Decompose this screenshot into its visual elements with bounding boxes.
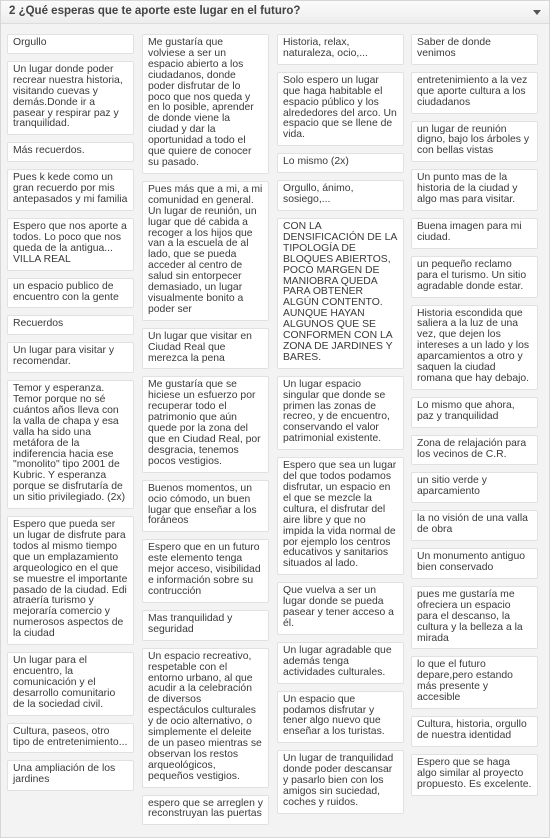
answer-card: Espero que nos aporte a todos. Lo poco que nos queda de la antigua... VILLA REAL — [7, 218, 134, 271]
answer-card: Me gustaría que volviese a ser un espacio abierto a los ciudadanos, donde poder disfrutar de lo poco que nos queda y en lo posible, aprender de donde viene la ciudad y dar la oportunidad a todo el que quiere de conocer su pasado. — [142, 34, 269, 174]
answer-card: Saber de donde venimos — [411, 34, 538, 65]
answer-card: Un punto mas de la historia de la ciudad y algo mas para visitar. — [411, 169, 538, 211]
answer-card: lo que el futuro depare,pero estando más presente y accesible — [411, 656, 538, 709]
answers-column-3 — [277, 34, 404, 821]
answer-card: Un lugar donde poder recrear nuestra historia, visitando cuevas y demás.Donde ir a pasear y respirar paz y tranquilidad. — [7, 61, 134, 135]
answers-column-2 — [142, 34, 269, 832]
answer-card: Un lugar para visitar y recomendar. — [7, 342, 134, 373]
answer-card: Un espacio que podamos disfrutar y tener algo nuevo que enseñar a los turistas. — [277, 691, 404, 744]
answer-card: Un espacio recreativo, respetable con el entorno urbano, al que acudir a la celebración de diversos espectáculos culturales y de ocio alternativo, o simplemente el deleite de un paseo mientras se observan los restos arqueológicos, pequeños vestigios. — [142, 648, 269, 788]
answer-card: Pues más que a mi, a mi comunidad en general. Un lugar de reunión, un lugar que dé cabida a recoger a los hijos que van a la escuela de al lado, que se pueda acceder al centro de salud sin entorpecer demasiado, un lugar visualmente bonito a poder ser — [142, 181, 269, 321]
question-title: 2 ¿Qué esperas que te aporte este lugar en el futuro? — [9, 5, 301, 17]
answer-card: un sitio verde y aparcamiento — [411, 472, 538, 503]
answer-card: Un lugar de tranquilidad donde poder descansar y pasarlo bien con los amigos sin suciedad, coches y ruidos. — [277, 750, 404, 814]
answer-card: Orgullo, ánimo, sosiego,... — [277, 180, 404, 211]
answer-card: Más recuerdos. — [7, 142, 134, 162]
answer-card: Mas tranquilidad y seguridad — [142, 610, 269, 641]
answer-card: un lugar de reunión digno, bajo los árboles y con bellas vistas — [411, 121, 538, 163]
answer-card: Espero que en un futuro este elemento tenga mejor acceso, visibilidad e información sobre su contrucción — [142, 539, 269, 603]
answer-card: Historia escondida que saliera a la luz de una vez, que dejen los intereses a un lado y los aparcamientos a otro y saquen la ciudad romana que hay debajo. — [411, 305, 538, 390]
answer-card: un pequeño reclamo para el turismo. Un sitio agradable donde estar. — [411, 256, 538, 298]
answer-card: Recuerdos — [7, 315, 134, 335]
answer-card: entretenimiento a la vez que aporte cultura a los ciudadanos — [411, 72, 538, 114]
chevron-down-icon[interactable] — [533, 10, 541, 15]
answer-card: CON LA DENSIFICACIÓN DE LA TIPOLOGÍA DE BLOQUES ABIERTOS, POCO MARGEN DE MANIOBRA QUEDA PARA OBTENER ALGÚN CONTENTO. AUNQUE HAYAN ALGUNOS QUE SE CONFORMEN CON LA ZONA DE JARDINES Y BARES. — [277, 218, 404, 369]
answer-card: Buenos momentos, un ocio cómodo, un buen lugar que enseñar a los foráneos — [142, 480, 269, 533]
answer-card: Zona de relajación para los vecinos de C.R. — [411, 435, 538, 466]
answer-card: Cultura, paseos, otro tipo de entretenimiento... — [7, 723, 134, 754]
answer-card: Espero que se haga algo similar al proyecto propuesto. Es excelente. — [411, 754, 538, 796]
answer-card: Espero que pueda ser un lugar de disfrute para todos al mismo tiempo que un emplazamiento arqueologico en el que se muestre el importante pasado de la ciudad. Edi atraería turismo y mejoraría comercio y numerosos aspectos de la ciudad — [7, 516, 134, 645]
answer-card: Un monumento antiguo bien conservado — [411, 548, 538, 579]
answer-card: Solo espero un lugar que haga habitable el espacio público y los alrededores del arco. Un espacio que se llene de vida. — [277, 72, 404, 146]
answer-card: Un lugar para el encuentro, la comunicación y el desarrollo comunitario de la sociedad civil. — [7, 652, 134, 716]
answer-card: Cultura, historia, orgullo de nuestra identidad — [411, 716, 538, 747]
answer-card: Una ampliación de los jardines — [7, 760, 134, 791]
question-header[interactable] — [1, 1, 549, 24]
answer-card: la no visión de una valla de obra — [411, 510, 538, 541]
answer-card: pues me gustaría me ofreciera un espacio para el descanso, la cultura y la belleza a la mirada — [411, 586, 538, 650]
answer-card: espero que se arreglen y reconstruyan las puertas — [142, 795, 269, 826]
answer-card: Me gustaría que se hiciese un esfuerzo por recuperar todo el patrimonio que aún quede por la zona del que en Ciudad Real, por desgracia, tenemos pocos vestigios. — [142, 376, 269, 472]
answer-card: Espero que sea un lugar del que todos podamos disfrutar, un espacio en el que se mezcle la cultura, el disfrutar del aire libre y que no impida la vida normal de por ejemplo los centros educativos y sanitarios situados al lado. — [277, 457, 404, 575]
answer-card: Un lugar agradable que además tenga actividades culturales. — [277, 642, 404, 684]
answers-column-4 — [411, 34, 538, 803]
answer-card: Lo mismo que ahora, paz y tranquilidad — [411, 397, 538, 428]
answer-card: Buena imagen para mi ciudad. — [411, 218, 538, 249]
answer-card: Orgullo — [7, 34, 134, 54]
answer-card: Historia, relax, naturaleza, ocio,... — [277, 34, 404, 65]
answer-card: Que vuelva a ser un lugar donde se pueda pasear y tener acceso a él. — [277, 582, 404, 635]
answer-card: Lo mismo (2x) — [277, 153, 404, 173]
answers-column-1 — [7, 34, 134, 798]
answer-card: Un lugar espacio singular que donde se primen las zonas de recreo, y de encuentro, conservando el valor patrimonial existente. — [277, 376, 404, 450]
answer-card: un espacio publico de encuentro con la gente — [7, 278, 134, 309]
answer-card: Temor y esperanza. Temor porque no sé cuántos años lleva con la valla de chapa y esa valla ha sido una metáfora de la indiferencia hacia ese "monolito" tipo 2001 de Kubric. Y esperanza porque se disfrutaría de un sitio privilegiado. (2x) — [7, 380, 134, 509]
answer-card: Un lugar que visitar en Ciudad Real que merezca la pena — [142, 328, 269, 370]
answer-card: Pues k kede como un gran recuerdo por mis antepasados y mi familia — [7, 169, 134, 211]
